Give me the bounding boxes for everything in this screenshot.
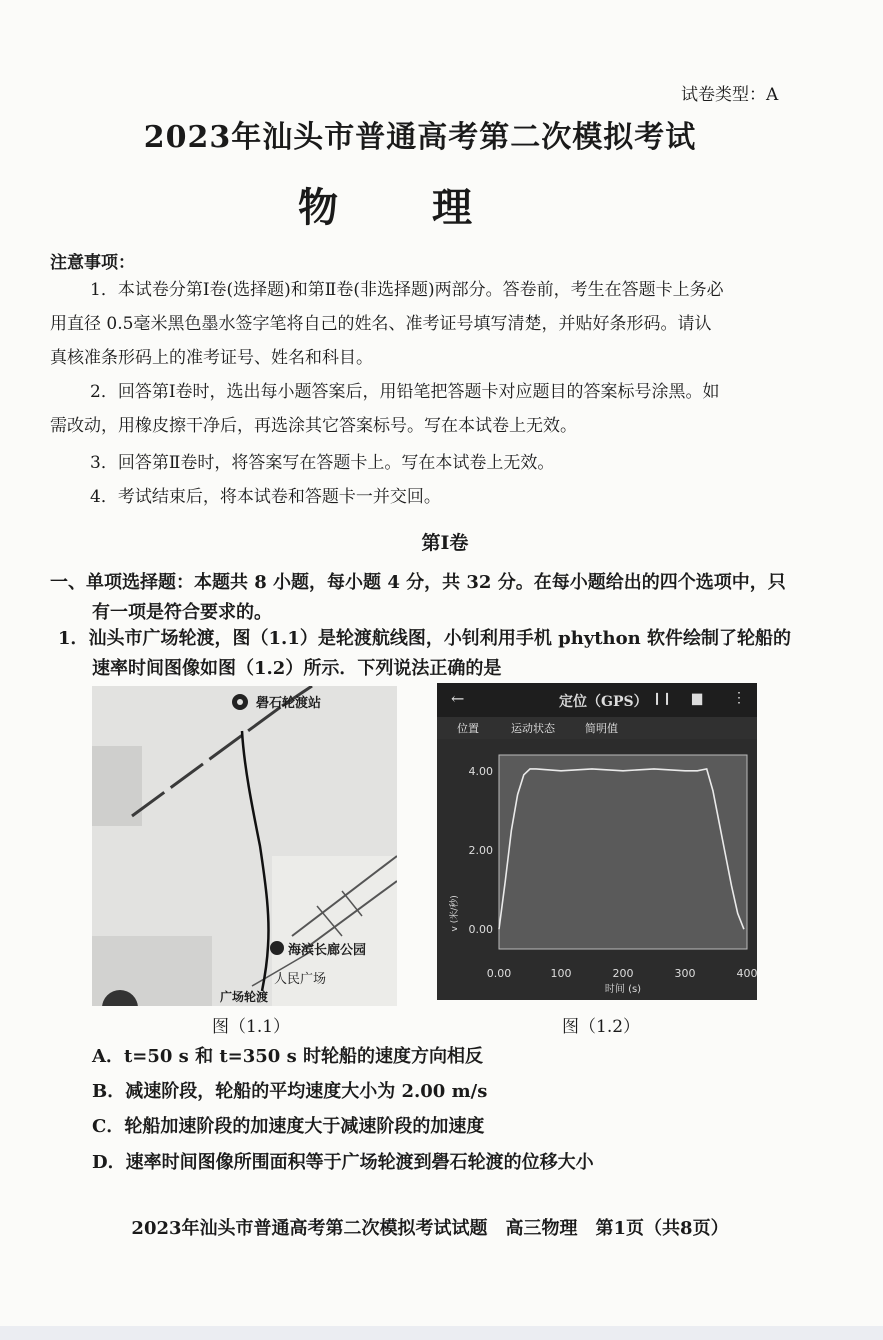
question-1-stem-line-2: 速率时间图像如图（1.2）所示．下列说法正确的是 bbox=[92, 658, 502, 679]
map-label-park: 海滨长廊公园 bbox=[288, 943, 367, 958]
x-tick-label: 100 bbox=[550, 967, 572, 980]
x-tick-label: 300 bbox=[674, 967, 696, 980]
option-b: B．减速阶段，轮船的平均速度大小为 2.00 m/s bbox=[92, 1081, 488, 1102]
viewer-bottom-strip bbox=[0, 1326, 883, 1340]
tab-position[interactable]: 位置 bbox=[457, 722, 479, 735]
figure-caption-1: 图（1.1） bbox=[212, 1017, 291, 1037]
note-1-line-2: 用直径 0.5毫米黑色墨水签字笔将自己的姓名、准考证号填写清楚，并贴好条形码。请认 bbox=[50, 314, 712, 334]
subject-title: 物 理 bbox=[298, 184, 512, 231]
exam-title: 2023年汕头市普通高考第二次模拟考试 bbox=[143, 120, 697, 155]
map-label-top-terminal: 礐石轮渡站 bbox=[256, 696, 322, 711]
question-1-stem-line-1: 1．汕头市广场轮渡，图（1.1）是轮渡航线图，小钊利用手机 phython 软件绘制了轮船的 bbox=[58, 628, 791, 649]
map-label-ferry: 广场轮渡 bbox=[220, 990, 269, 1004]
ferry-route-map bbox=[92, 686, 397, 1006]
option-a: A．t=50 s 和 t=350 s 时轮船的速度方向相反 bbox=[92, 1046, 483, 1067]
tab-motion-state[interactable]: 运动状态 bbox=[511, 722, 555, 735]
notes-heading: 注意事项： bbox=[50, 253, 135, 273]
note-2-line-2: 需改动，用橡皮擦干净后，再选涂其它答案标号。写在本试卷上无效。 bbox=[50, 416, 577, 436]
y-tick-label: 2.00 bbox=[468, 844, 493, 858]
option-c: C．轮船加速阶段的加速度大于减速阶段的加速度 bbox=[92, 1116, 485, 1137]
delete-icon[interactable]: ▆ bbox=[692, 691, 702, 706]
y-tick-label: 4.00 bbox=[468, 764, 493, 778]
more-icon[interactable]: ⋮ bbox=[732, 690, 746, 706]
tab-summary[interactable]: 简明值 bbox=[585, 722, 618, 735]
exam-type: 试卷类型：A bbox=[681, 85, 779, 105]
x-tick-label: 400 bbox=[736, 967, 757, 980]
x-axis-label: 时间 (s) bbox=[604, 984, 642, 995]
note-3: 3．回答第Ⅱ卷时，将答案写在答题卡上。写在本试卷上无效。 bbox=[90, 453, 555, 473]
x-tick-label: 0.00 bbox=[486, 967, 512, 980]
option-d: D．速率时间图像所围面积等于广场轮渡到礐石轮渡的位移大小 bbox=[92, 1152, 594, 1173]
pause-icon[interactable]: ❙❙ bbox=[652, 691, 673, 705]
x-tick-label: 200 bbox=[612, 967, 634, 980]
y-tick-label: 0.00 bbox=[468, 923, 493, 937]
note-4: 4．考试结束后，将本试卷和答题卡一并交回。 bbox=[90, 487, 441, 507]
phone-title: 定位（GPS） bbox=[559, 694, 648, 710]
note-1-line-1: 1．本试卷分第Ⅰ卷(选择题)和第Ⅱ卷(非选择题)两部分。答卷前，考生在答题卡上务必 bbox=[90, 280, 724, 300]
note-1-line-3: 真核准条形码上的准考证号、姓名和科目。 bbox=[50, 348, 373, 368]
figure-caption-2: 图（1.2） bbox=[562, 1017, 641, 1037]
phone-speed-screenshot bbox=[437, 683, 757, 1000]
section-heading-line-1: 一、单项选择题：本题共 8 小题，每小题 4 分，共 32 分。在每小题给出的四个选项中，只 bbox=[50, 572, 786, 593]
page-footer: 2023年汕头市普通高考第二次模拟考试试题 高三物理 第1页（共8页） bbox=[131, 1218, 729, 1239]
map-drawing bbox=[92, 686, 397, 1006]
note-2-line-1: 2．回答第Ⅰ卷时，选出每小题答案后，用铅笔把答题卡对应题目的答案标号涂黑。如 bbox=[90, 382, 720, 402]
section-heading-line-2: 有一项是符合要求的。 bbox=[92, 602, 272, 623]
map-label-square: 人民广场 bbox=[274, 972, 327, 987]
back-arrow-icon[interactable]: ← bbox=[451, 689, 465, 708]
section-title: 第Ⅰ卷 bbox=[421, 532, 469, 554]
y-axis-label: v (米/秒) bbox=[450, 895, 460, 932]
speed-time-chart bbox=[437, 739, 757, 1000]
